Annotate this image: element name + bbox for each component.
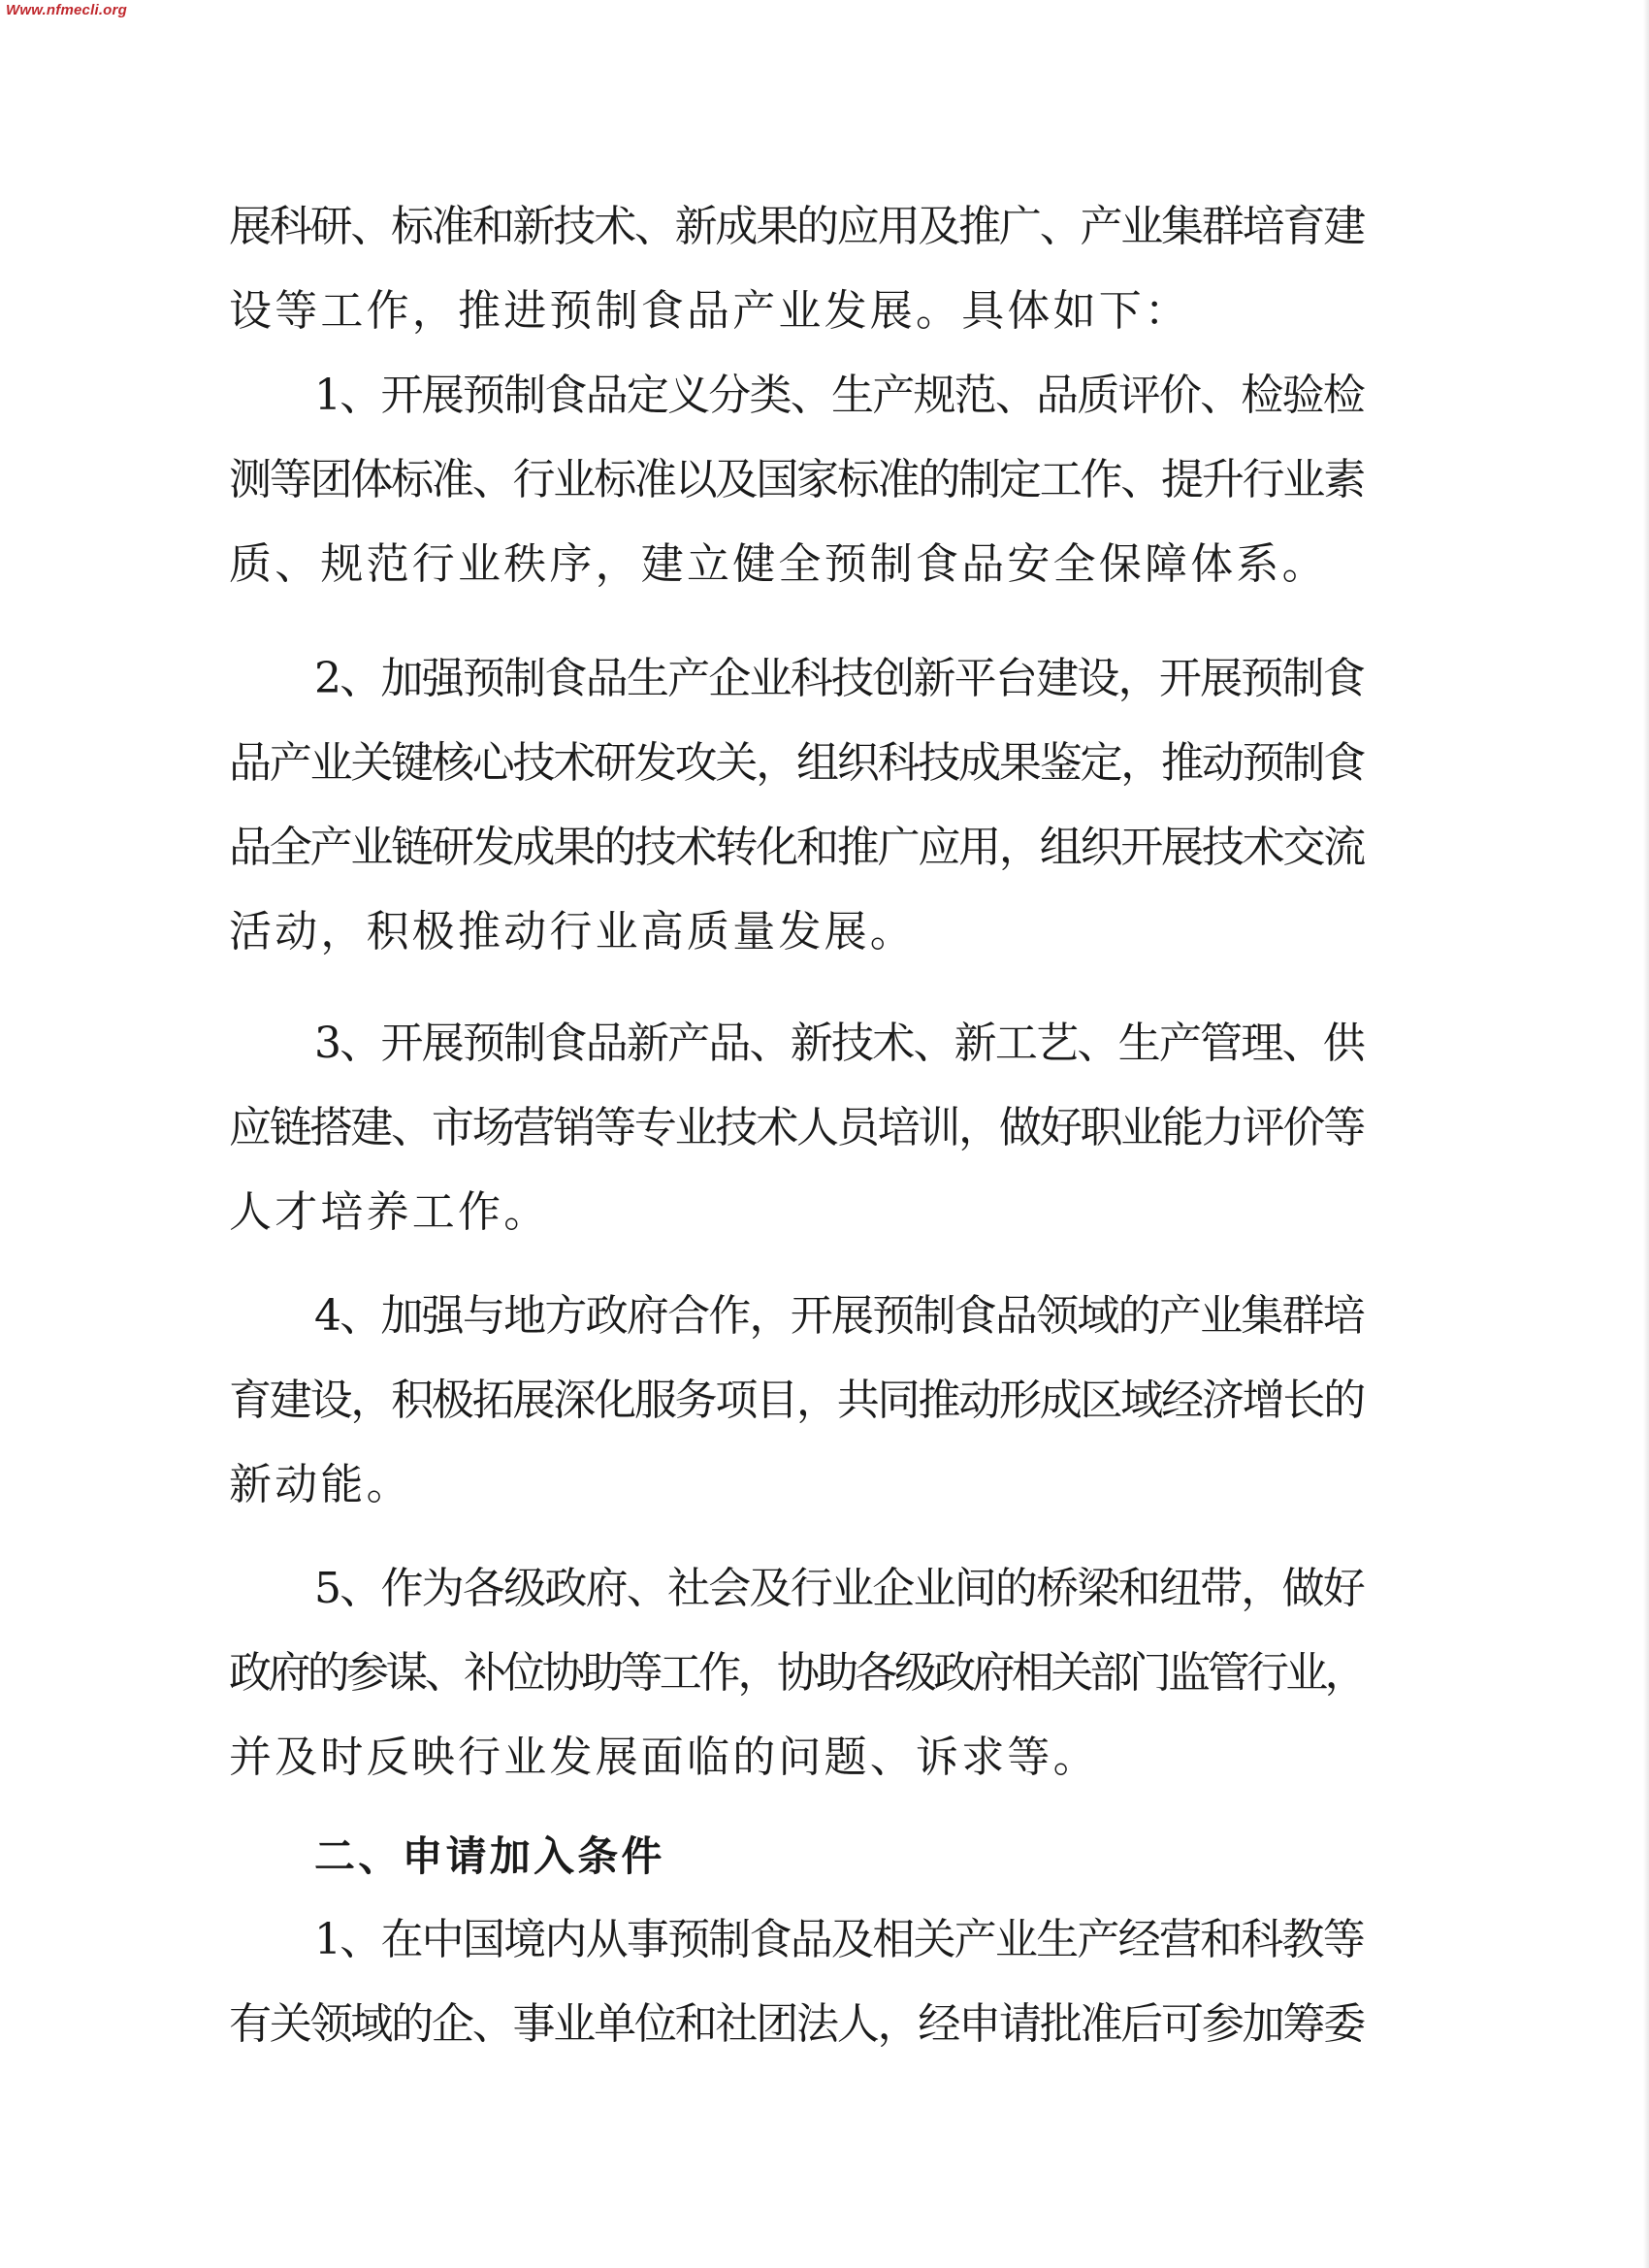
paragraph-continuation bbox=[229, 184, 1364, 353]
paragraph-condition-1 bbox=[229, 1897, 1364, 2066]
text-line: 4、加强与地方政府合作，开展预制食品领域的产业集群培 bbox=[314, 1291, 1364, 1341]
text-line: 2、加强预制食品生产企业科技创新平台建设，开展预制食 bbox=[314, 654, 1364, 703]
text-line: 活动，积极推动行业高质量发展。 bbox=[229, 907, 916, 956]
heading-text: 二、申请加入条件 bbox=[314, 1832, 665, 1880]
paragraph-item-5 bbox=[229, 1546, 1364, 1799]
text-line: 1、在中国境内从事预制食品及相关产业生产经营和科教等 bbox=[314, 1915, 1364, 1964]
text-line: 人才培养工作。 bbox=[229, 1187, 550, 1237]
text-line: 应链搭建、市场营销等专业技术人员培训，做好职业能力评价等 bbox=[229, 1103, 1364, 1152]
text-line: 3、开展预制食品新产品、新技术、新工艺、生产管理、供 bbox=[314, 1019, 1364, 1068]
paragraph-item-3 bbox=[229, 1001, 1364, 1254]
text-line: 测等团体标准、行业标准以及国家标准的制定工作、提升行业素 bbox=[229, 455, 1364, 504]
section-heading bbox=[229, 1814, 665, 1898]
text-line: 育建设，积极拓展深化服务项目，共同推动形成区域经济增长的 bbox=[229, 1376, 1364, 1425]
text-line: 品全产业链研发成果的技术转化和推广应用，组织开展技术交流 bbox=[229, 823, 1364, 872]
text-line: 政府的参谋、补位协助等工作，协助各级政府相关部门监管行业， bbox=[229, 1648, 1364, 1698]
paragraph-item-4 bbox=[229, 1274, 1364, 1527]
text-line: 5、作为各级政府、社会及行业企业间的桥梁和纽带，做好 bbox=[314, 1564, 1364, 1613]
text-line: 1、开展预制食品定义分类、生产规范、品质评价、检验检 bbox=[314, 371, 1364, 420]
paragraph-item-1 bbox=[229, 353, 1364, 606]
website-watermark: Www.nfmecli.org bbox=[6, 2, 127, 18]
text-line: 品产业关键核心技术研发攻关，组织科技成果鉴定，推动预制食 bbox=[229, 738, 1364, 788]
paragraph-item-2 bbox=[229, 636, 1364, 974]
text-line: 有关领域的企、事业单位和社团法人，经申请批准后可参加筹委 bbox=[229, 1999, 1364, 2049]
scan-edge-shade bbox=[1643, 0, 1649, 2268]
text-line: 设等工作，推进预制食品产业发展。具体如下： bbox=[229, 286, 1191, 336]
text-line: 并及时反映行业发展面临的问题、诉求等。 bbox=[229, 1733, 1099, 1782]
text-line: 质、规范行业秩序，建立健全预制食品安全保障体系。 bbox=[229, 539, 1328, 589]
text-line: 展科研、标准和新技术、新成果的应用及推广、产业集群培育建 bbox=[229, 202, 1364, 251]
text-line: 新动能。 bbox=[229, 1460, 412, 1509]
